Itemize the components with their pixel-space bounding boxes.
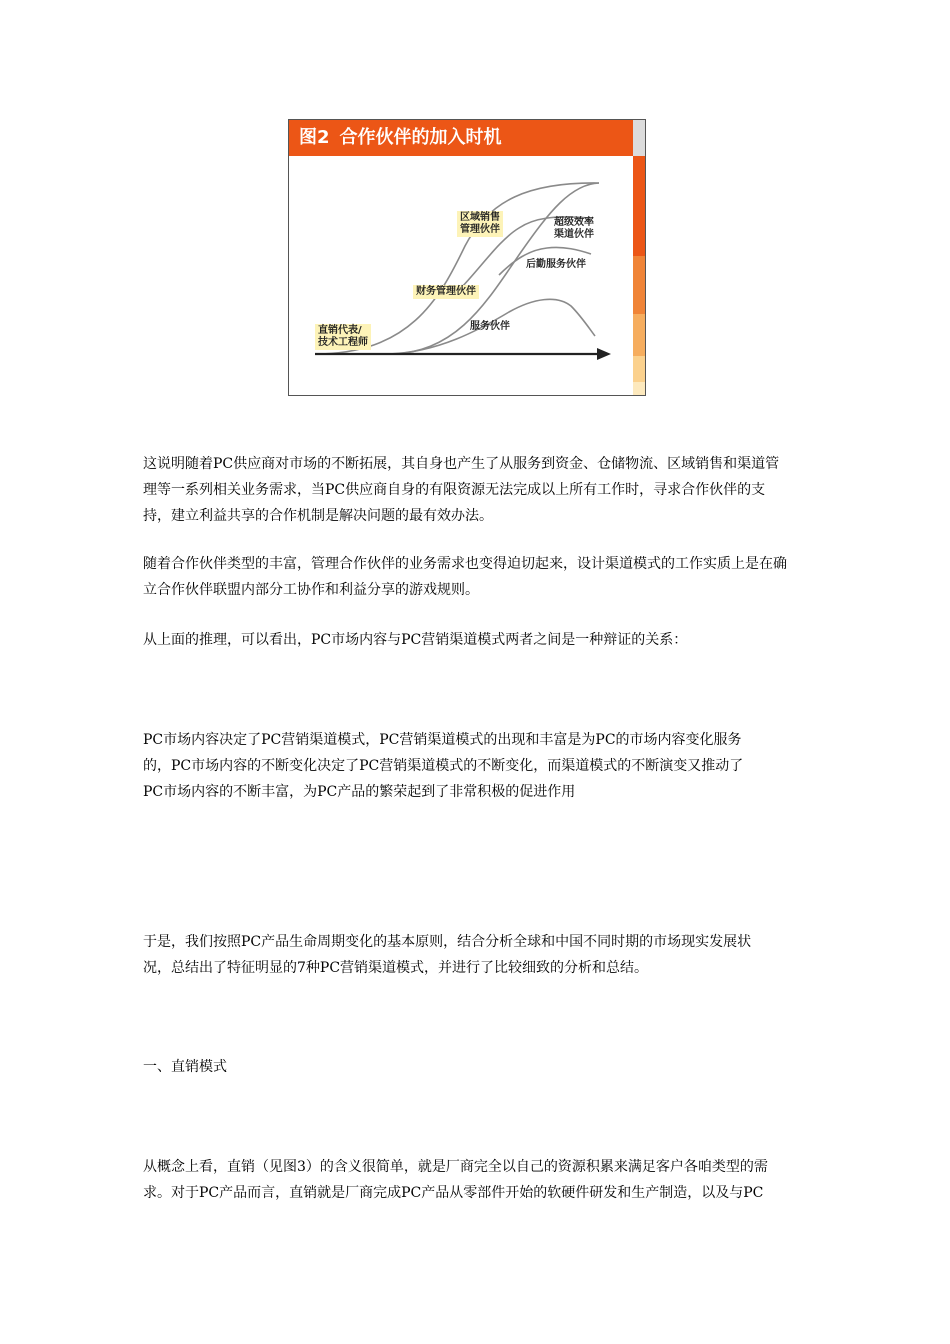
figure-partner-timing: [288, 119, 646, 396]
paragraph-4: PC市场内容决定了PC营销渠道模式，PC营销渠道模式的出现和丰富是为PC的市场内容变化服务的，PC市场内容的不断变化决定了PC营销渠道模式的不断变化，而渠道模式的不断演变又推动了PC市场内容的不断丰富，为PC产品的繁荣起到了非常积极的促进作用: [143, 732, 744, 800]
label-regional-sales: 区域销售 管理伙伴: [457, 211, 503, 237]
section-heading-direct-sales: 一、直销模式: [143, 1059, 227, 1075]
figure-number: 图2: [299, 127, 330, 148]
paragraph-3: 从上面的推理，可以看出，PC市场内容与PC营销渠道模式两者之间是一种辩证的关系：: [143, 632, 688, 648]
paragraph-5: 于是，我们按照PC产品生命周期变化的基本原则，结合分析全球和中国不同时期的市场现实发展状况，总结出了特征明显的7种PC营销渠道模式，并进行了比较细致的分析和总结。: [143, 934, 752, 976]
label-logistics-partner: 后勤服务伙伴: [526, 259, 586, 270]
label-finance-partner: 财务管理伙伴: [413, 285, 479, 299]
paragraph-2: 随着合作伙伴类型的丰富，管理合作伙伴的业务需求也变得迫切起来，设计渠道模式的工作实质上是在确立合作伙伴联盟内部分工协作和利益分享的游戏规则。: [143, 556, 787, 598]
paragraph-6: 从概念上看，直销（见图3）的含义很简单，就是厂商完全以自己的资源积累来满足客户各咱类型的需求。对于PC产品而言，直销就是厂商完成PC产品从零部件开始的软硬件研发和生产制造，以及与PC: [143, 1159, 768, 1201]
figure-curves: [289, 120, 645, 395]
figure-title-text: 合作伙伴的加入时机: [339, 127, 502, 148]
paragraph-1: 这说明随着PC供应商对市场的不断拓展，其自身也产生了从服务到资金、仓储物流、区域销售和渠道管理等一系列相关业务需求，当PC供应商自身的有限资源无法完成以上所有工作时，寻求合作伙伴的支持，建立利益共享的合作机制是解决问题的最有效办法。: [143, 456, 780, 524]
axis-arrow-icon: [597, 348, 611, 360]
label-service-partner: 服务伙伴: [470, 321, 510, 332]
label-super-efficiency: 超级效率 渠道伙伴: [554, 217, 594, 240]
label-direct-sales: 直销代表/ 技术工程师: [315, 324, 371, 350]
